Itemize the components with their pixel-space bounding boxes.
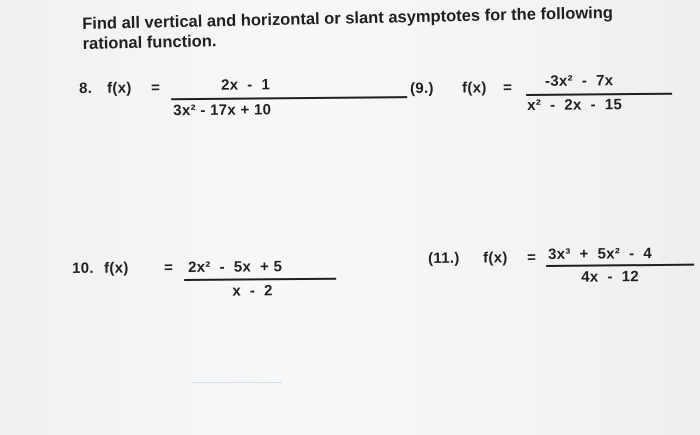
equals-sign: = [502,79,513,97]
problem-number: (11.) [428,249,460,267]
fraction-bar [184,278,336,281]
numerator: 2x - 1 [220,76,271,94]
fraction-bar [171,96,407,100]
equals-sign: = [526,249,537,267]
problem-number: 10. [72,259,94,277]
function-name: f(x) [461,79,487,97]
fraction-bar [546,264,694,267]
numerator: 2x² - 5x + 5 [187,258,283,276]
denominator: x² - 2x - 15 [527,96,623,114]
equals-sign: = [163,259,174,277]
numerator: 3x³ + 5x² - 4 [547,245,653,263]
problem-number: 8. [79,79,93,97]
function-name: f(x) [106,79,132,97]
fraction-bar [526,93,672,96]
equals-sign: = [150,79,161,97]
denominator: 4x - 12 [581,268,640,286]
numerator: -3x² - 7x [544,72,614,90]
bleed-through-mark [192,382,282,383]
denominator: x - 2 [232,282,273,300]
denominator: 3x² - 17x + 10 [173,101,272,120]
function-name: f(x) [482,249,508,267]
function-name: f(x) [103,259,129,277]
problem-number: (9.) [410,79,434,97]
instructions-text: Find all vertical and horizontal or slant asymptotes for the following rational function. [82,3,614,53]
